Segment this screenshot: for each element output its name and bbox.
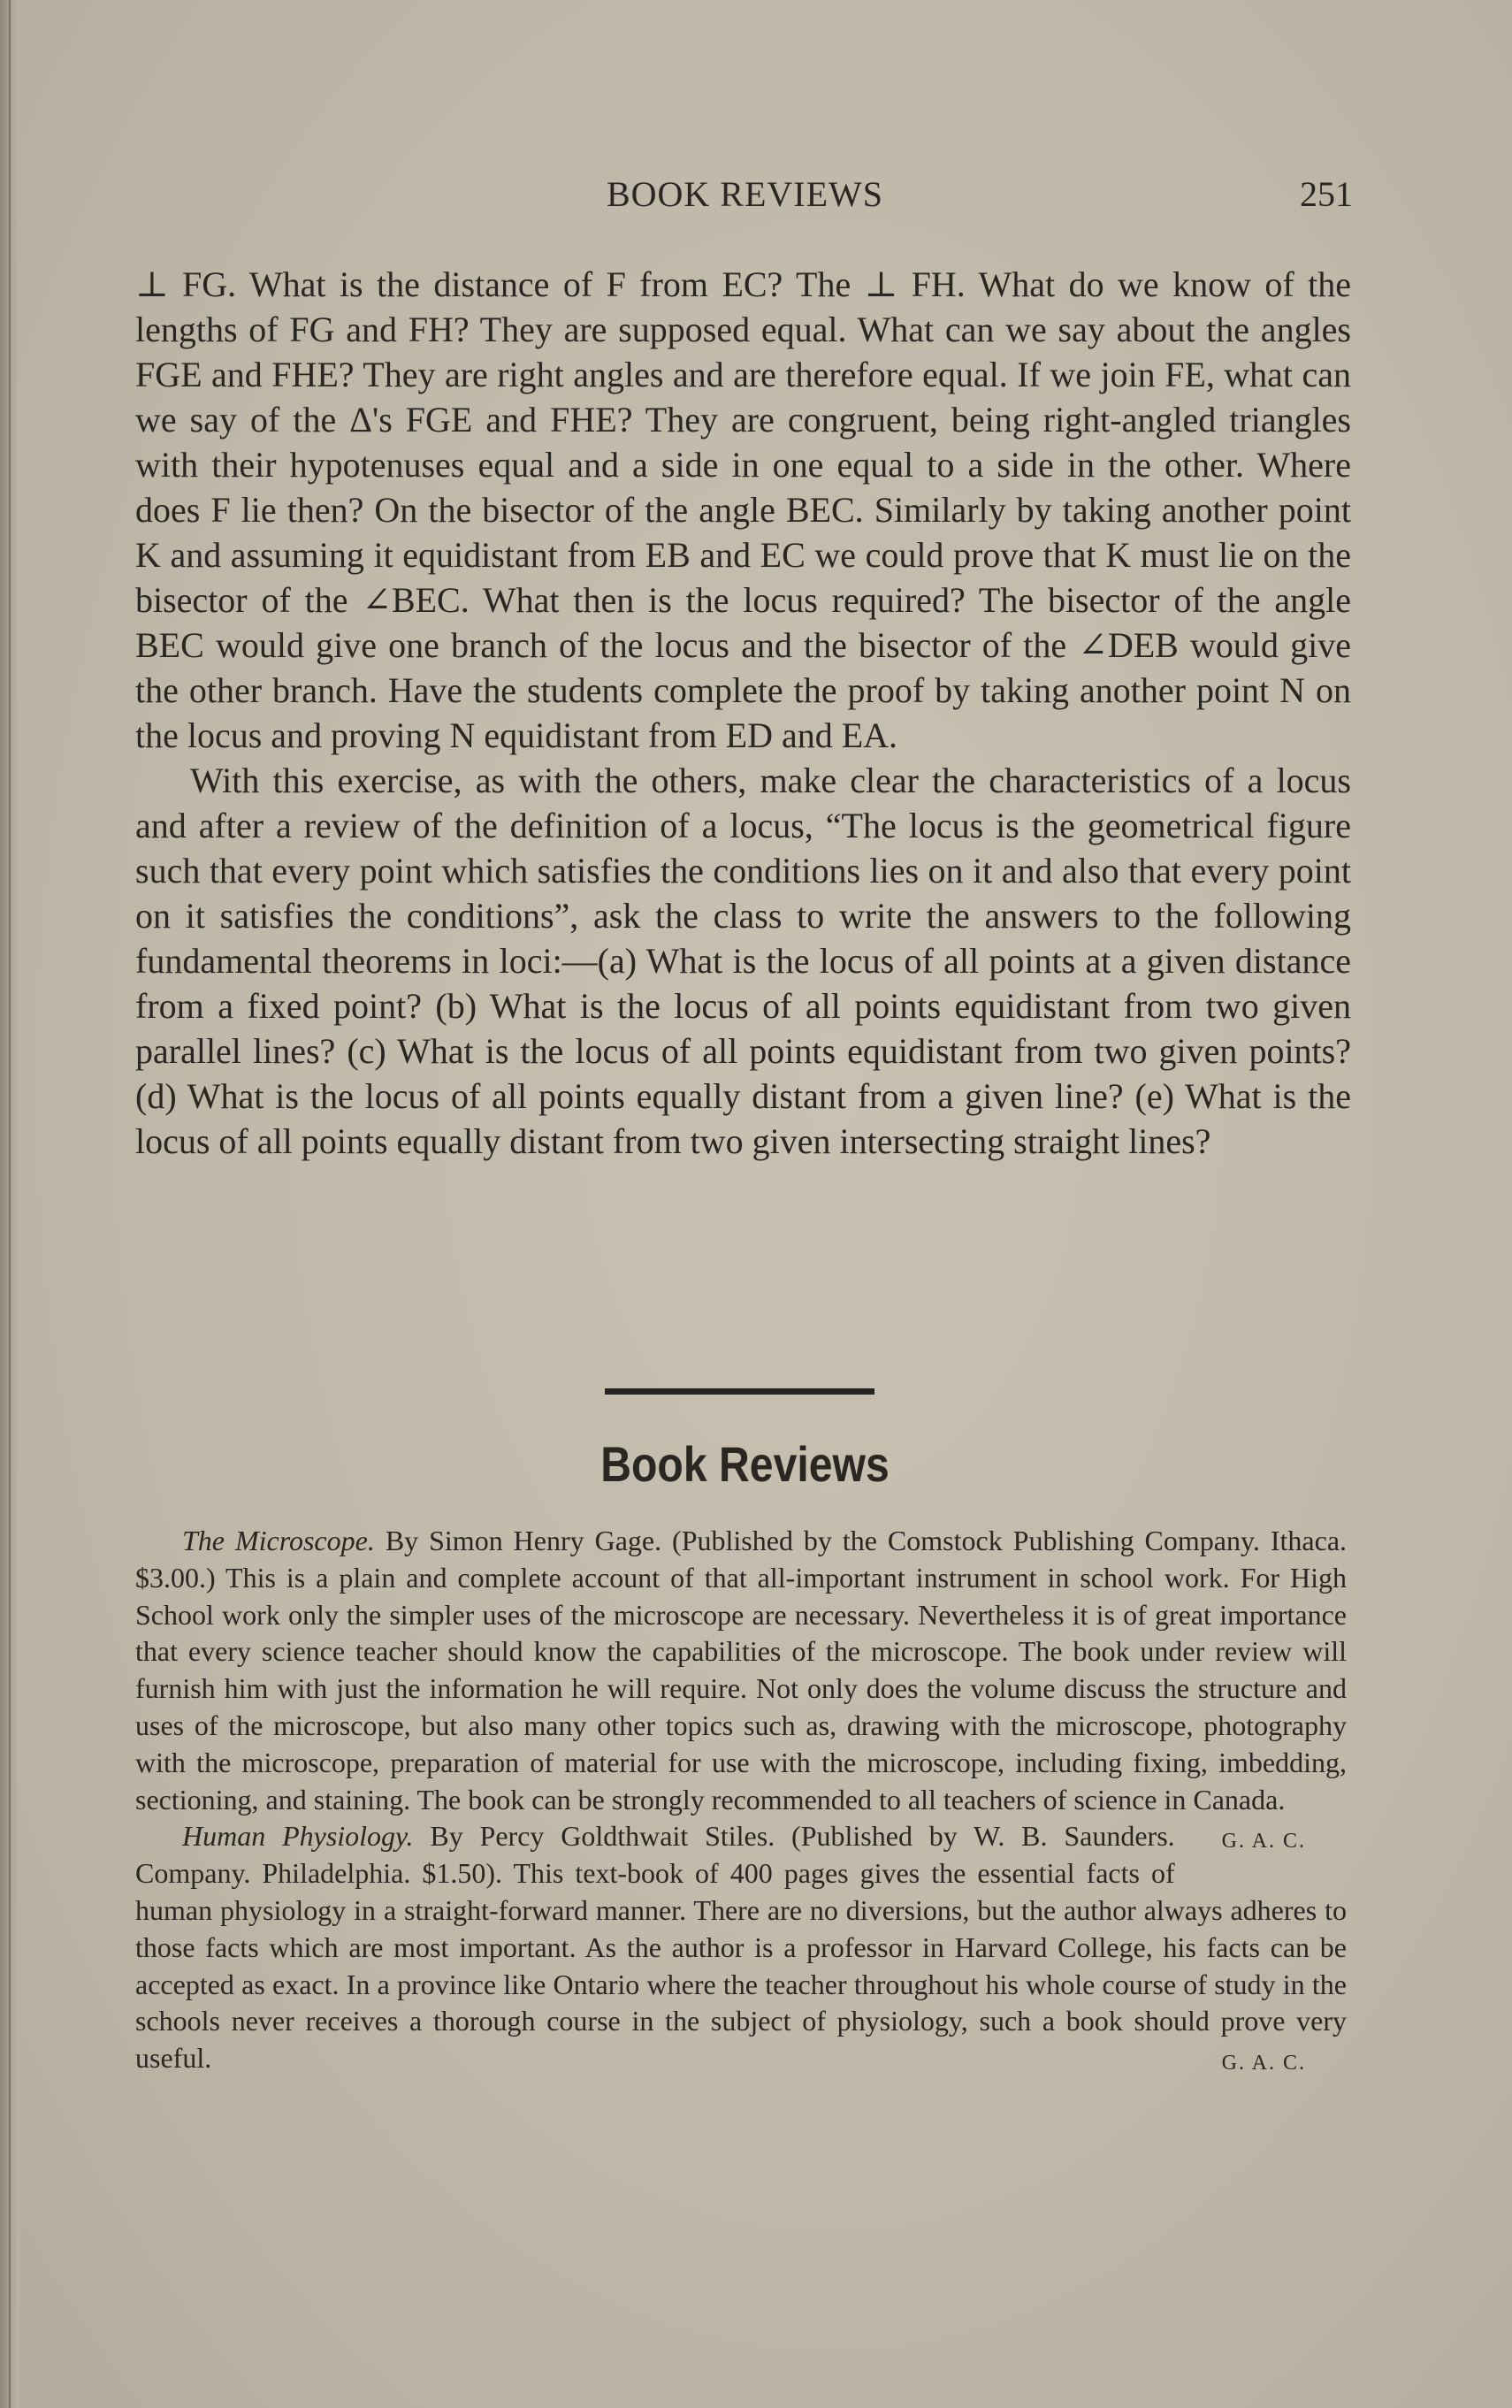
reviews-list xyxy=(135,1523,1347,2083)
article-paragraph-1: ⊥ FG. What is the distance of F from EC? The ⊥ FH. What do we know of the lengths of FG and FH? They are supposed equal. What can we say about the angles FGE and FHE? They are right angles and are therefore equal. If we join FE, what can we say of the Δ's FGE and FHE? They are congruent, being right-angled triangles with their hypotenuses equal and a side in one equal to a side in the other. Where does F lie then? On the bisector of the angle BEC. Similarly by taking another point K and assuming it equidistant from EB and EC we could prove that K must lie on the bisector of the ∠BEC. What then is the locus required? The bisector of the angle BEC would give one branch of the locus and the bisector of the ∠DEB would give the other branch. Have the students complete the proof by taking another point N on the locus and proving N equidistant from ED and EA. xyxy=(135,264,1351,755)
binding-line xyxy=(9,0,11,2408)
running-title: BOOK REVIEWS xyxy=(606,174,884,214)
review-text: By Percy Goldthwait Stiles. (Published by W. B. Saunders. Company. Philadelphia. $1.50). This text-book of 400 pages gives the essential facts of human physiology in a straight-forward manner. There are no diversions, but the author always adheres to those facts which are most important. As the author is a professor in Harvard College, his facts can be accepted as exact. In a province like Ontario where the teacher throughout his whole course of study in the schools never receives a thorough course in the subject of physiology, such a book should prove very useful. xyxy=(135,1820,1347,2075)
review-initials: G. A. C. xyxy=(1221,1830,1306,1854)
article-body xyxy=(135,262,1351,1164)
review-initials: G. A. C. xyxy=(1221,2052,1306,2075)
running-head xyxy=(137,173,1353,226)
review-book-title: The Microscope. xyxy=(182,1525,375,1556)
section-heading: Book Reviews xyxy=(600,1436,890,1492)
section-divider-rule xyxy=(605,1388,874,1395)
review-text: By Simon Henry Gage. (Published by the Comstock Publishing Company. Ithaca. $3.00.) This is a plain and complete account of that all-important instrument in school work. For High School work only the simpler uses of the microscope are necessary. Nevertheless it is of great importance that every science teacher should know the capabilities of the microscope. The book under review will furnish him with just the information he will require. Not only does the volume discuss the structure and uses of the microscope, but also many other topics such as, drawing with the microscope, photography with the microscope, preparation of material for use with the microscope, including fixing, imbedding, sectioning, and staining. The book can be strongly recommended to all teachers of science in Canada. xyxy=(135,1525,1348,1816)
review-book-title: Human Physiology. xyxy=(182,1820,414,1853)
page-number: 251 xyxy=(1300,174,1353,214)
article-paragraph-2: With this exercise, as with the others, make clear the characteristics of a locus and after a review of the definition of a locus, “The locus is the geometrical figure such that every point which satisfies the conditions lies on it and also that every point on it satisfies the conditions”, ask the class to write the answers to the following fundamental theorems in loci:—(a) What is the locus of all points at a given distance from a fixed point? (b) What is the locus of all points equidistant from two given parallel lines? (c) What is the locus of all points equidistant from two given points? (d) What is the locus of all points equally distant from a given line? (e) What is the locus of all points equally distant from two given intersecting straight lines? xyxy=(135,761,1351,1161)
review-item xyxy=(135,1818,1347,2077)
